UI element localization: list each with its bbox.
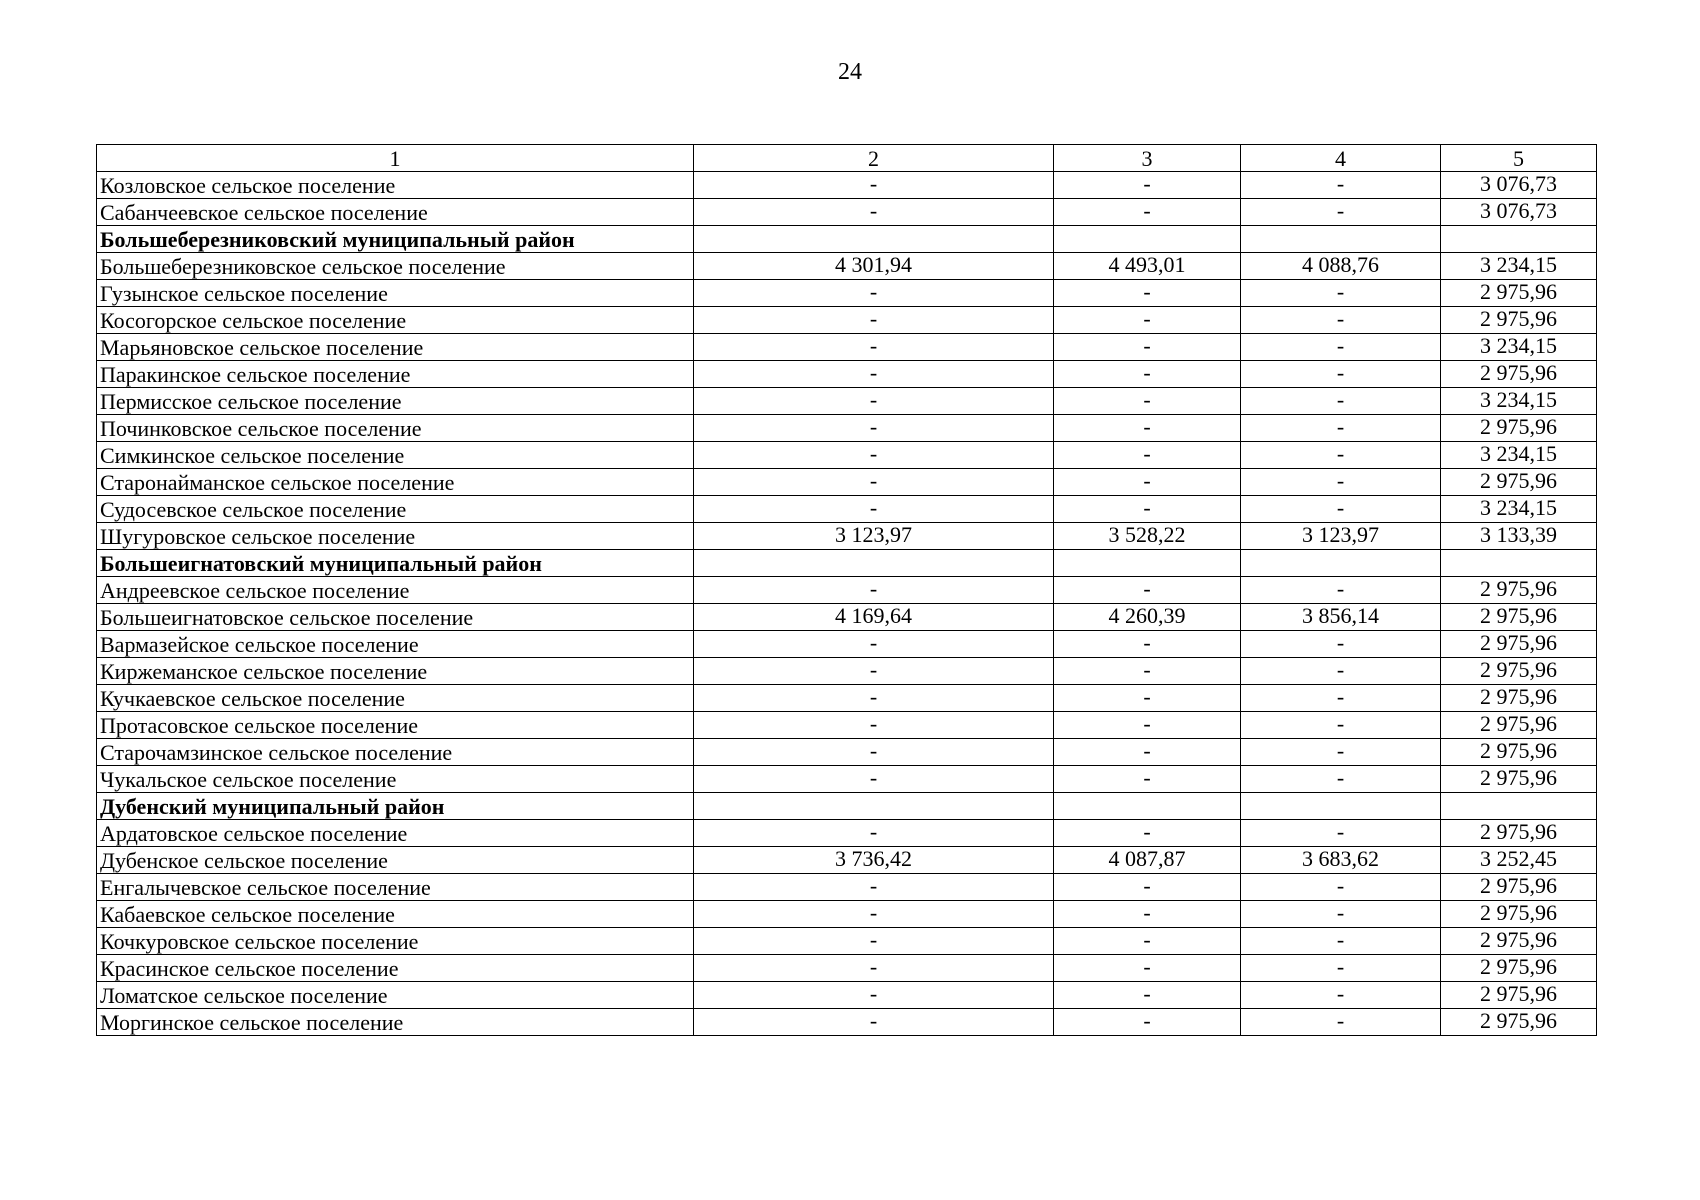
settlement-name-cell: Паракинское сельское поселение bbox=[97, 361, 694, 388]
table-row bbox=[97, 982, 1597, 1009]
settlement-name-cell: Козловское сельское поселение bbox=[97, 172, 694, 199]
table-row bbox=[97, 469, 1597, 496]
value-col-2-cell: - bbox=[694, 766, 1054, 793]
value-col-5-cell: 2 975,96 bbox=[1441, 874, 1597, 901]
column-header-2: 2 bbox=[694, 145, 1054, 172]
value-col-3-cell: 4 493,01 bbox=[1054, 253, 1241, 280]
value-col-3-cell: - bbox=[1054, 631, 1241, 658]
table-row bbox=[97, 766, 1597, 793]
value-col-5-cell: 2 975,96 bbox=[1441, 577, 1597, 604]
table-row bbox=[97, 496, 1597, 523]
settlement-name-cell: Ардатовское сельское поселение bbox=[97, 820, 694, 847]
table-row bbox=[97, 253, 1597, 280]
value-col-4-cell: - bbox=[1241, 280, 1441, 307]
value-col-5-cell: 2 975,96 bbox=[1441, 280, 1597, 307]
column-header-4: 4 bbox=[1241, 145, 1441, 172]
settlement-name-cell: Кочкуровское сельское поселение bbox=[97, 928, 694, 955]
value-col-4-cell bbox=[1241, 793, 1441, 820]
settlement-name-cell: Моргинское сельское поселение bbox=[97, 1009, 694, 1036]
table-row bbox=[97, 577, 1597, 604]
table-body bbox=[97, 172, 1597, 1036]
value-col-2-cell: - bbox=[694, 928, 1054, 955]
value-col-5-cell bbox=[1441, 226, 1597, 253]
value-col-5-cell: 3 076,73 bbox=[1441, 199, 1597, 226]
table-row bbox=[97, 199, 1597, 226]
settlement-name-cell: Андреевское сельское поселение bbox=[97, 577, 694, 604]
value-col-5-cell: 2 975,96 bbox=[1441, 955, 1597, 982]
value-col-4-cell: - bbox=[1241, 361, 1441, 388]
settlement-name-cell: Марьяновское сельское поселение bbox=[97, 334, 694, 361]
value-col-2-cell: - bbox=[694, 496, 1054, 523]
value-col-4-cell: - bbox=[1241, 982, 1441, 1009]
settlement-name-cell: Гузынское сельское поселение bbox=[97, 280, 694, 307]
value-col-3-cell: - bbox=[1054, 955, 1241, 982]
settlement-name-cell: Киржеманское сельское поселение bbox=[97, 658, 694, 685]
value-col-3-cell: - bbox=[1054, 901, 1241, 928]
value-col-5-cell: 2 975,96 bbox=[1441, 820, 1597, 847]
value-col-3-cell: - bbox=[1054, 307, 1241, 334]
value-col-3-cell: - bbox=[1054, 928, 1241, 955]
column-header-1: 1 bbox=[97, 145, 694, 172]
value-col-5-cell: 2 975,96 bbox=[1441, 604, 1597, 631]
value-col-3-cell bbox=[1054, 226, 1241, 253]
table-row bbox=[97, 604, 1597, 631]
district-name-cell: Дубенский муниципальный район bbox=[97, 793, 694, 820]
value-col-3-cell bbox=[1054, 550, 1241, 577]
value-col-3-cell: - bbox=[1054, 496, 1241, 523]
value-col-5-cell: 3 234,15 bbox=[1441, 334, 1597, 361]
value-col-4-cell: - bbox=[1241, 685, 1441, 712]
value-col-2-cell: - bbox=[694, 685, 1054, 712]
value-col-5-cell: 2 975,96 bbox=[1441, 1009, 1597, 1036]
value-col-2-cell: - bbox=[694, 955, 1054, 982]
value-col-2-cell: - bbox=[694, 334, 1054, 361]
value-col-4-cell: - bbox=[1241, 388, 1441, 415]
value-col-2-cell: - bbox=[694, 469, 1054, 496]
value-col-2-cell: - bbox=[694, 415, 1054, 442]
value-col-3-cell: 4 087,87 bbox=[1054, 847, 1241, 874]
value-col-5-cell: 2 975,96 bbox=[1441, 901, 1597, 928]
value-col-5-cell: 3 133,39 bbox=[1441, 523, 1597, 550]
value-col-5-cell: 2 975,96 bbox=[1441, 415, 1597, 442]
value-col-2-cell bbox=[694, 793, 1054, 820]
settlement-name-cell: Енгалычевское сельское поселение bbox=[97, 874, 694, 901]
value-col-2-cell bbox=[694, 550, 1054, 577]
value-col-4-cell: - bbox=[1241, 1009, 1441, 1036]
value-col-5-cell: 2 975,96 bbox=[1441, 712, 1597, 739]
value-col-4-cell: - bbox=[1241, 307, 1441, 334]
table-row bbox=[97, 820, 1597, 847]
settlement-name-cell: Симкинское сельское поселение bbox=[97, 442, 694, 469]
table-row bbox=[97, 901, 1597, 928]
value-col-2-cell: - bbox=[694, 280, 1054, 307]
table-row bbox=[97, 631, 1597, 658]
table-row bbox=[97, 712, 1597, 739]
value-col-3-cell: - bbox=[1054, 415, 1241, 442]
value-col-3-cell: - bbox=[1054, 1009, 1241, 1036]
value-col-2-cell: 3 123,97 bbox=[694, 523, 1054, 550]
settlement-name-cell: Красинское сельское поселение bbox=[97, 955, 694, 982]
value-col-2-cell: - bbox=[694, 361, 1054, 388]
value-col-3-cell: - bbox=[1054, 469, 1241, 496]
value-col-4-cell: - bbox=[1241, 955, 1441, 982]
settlement-name-cell: Старочамзинское сельское поселение bbox=[97, 739, 694, 766]
value-col-4-cell: - bbox=[1241, 766, 1441, 793]
table-row bbox=[97, 928, 1597, 955]
value-col-4-cell: 3 683,62 bbox=[1241, 847, 1441, 874]
value-col-2-cell: - bbox=[694, 901, 1054, 928]
value-col-3-cell: - bbox=[1054, 199, 1241, 226]
value-col-4-cell: - bbox=[1241, 199, 1441, 226]
value-col-3-cell: - bbox=[1054, 658, 1241, 685]
table-row bbox=[97, 685, 1597, 712]
table-row bbox=[97, 334, 1597, 361]
value-col-2-cell: 4 169,64 bbox=[694, 604, 1054, 631]
value-col-2-cell: - bbox=[694, 658, 1054, 685]
table-row bbox=[97, 847, 1597, 874]
value-col-3-cell: - bbox=[1054, 361, 1241, 388]
value-col-4-cell: - bbox=[1241, 658, 1441, 685]
value-col-4-cell: 4 088,76 bbox=[1241, 253, 1441, 280]
table-row bbox=[97, 280, 1597, 307]
settlement-name-cell: Чукальское сельское поселение bbox=[97, 766, 694, 793]
value-col-3-cell: - bbox=[1054, 388, 1241, 415]
value-col-2-cell: - bbox=[694, 307, 1054, 334]
district-row bbox=[97, 226, 1597, 253]
value-col-5-cell: 2 975,96 bbox=[1441, 685, 1597, 712]
value-col-5-cell bbox=[1441, 793, 1597, 820]
value-col-3-cell: - bbox=[1054, 712, 1241, 739]
table-row bbox=[97, 658, 1597, 685]
table-row bbox=[97, 739, 1597, 766]
value-col-4-cell: - bbox=[1241, 739, 1441, 766]
value-col-4-cell: - bbox=[1241, 334, 1441, 361]
table-row bbox=[97, 361, 1597, 388]
table-row bbox=[97, 955, 1597, 982]
settlement-name-cell: Протасовское сельское поселение bbox=[97, 712, 694, 739]
table-row bbox=[97, 874, 1597, 901]
value-col-2-cell: - bbox=[694, 577, 1054, 604]
value-col-4-cell: - bbox=[1241, 874, 1441, 901]
value-col-4-cell: - bbox=[1241, 415, 1441, 442]
value-col-5-cell: 2 975,96 bbox=[1441, 739, 1597, 766]
value-col-3-cell: - bbox=[1054, 982, 1241, 1009]
value-col-5-cell: 2 975,96 bbox=[1441, 469, 1597, 496]
value-col-3-cell: - bbox=[1054, 280, 1241, 307]
settlement-name-cell: Большеберезниковское сельское поселение bbox=[97, 253, 694, 280]
settlement-name-cell: Шугуровское сельское поселение bbox=[97, 523, 694, 550]
value-col-3-cell: - bbox=[1054, 766, 1241, 793]
district-row bbox=[97, 550, 1597, 577]
value-col-2-cell: - bbox=[694, 1009, 1054, 1036]
value-col-2-cell: - bbox=[694, 388, 1054, 415]
value-col-2-cell: - bbox=[694, 199, 1054, 226]
value-col-5-cell: 3 252,45 bbox=[1441, 847, 1597, 874]
column-header-3: 3 bbox=[1054, 145, 1241, 172]
value-col-4-cell: - bbox=[1241, 928, 1441, 955]
table-row bbox=[97, 415, 1597, 442]
value-col-4-cell: - bbox=[1241, 712, 1441, 739]
value-col-4-cell: 3 856,14 bbox=[1241, 604, 1441, 631]
value-col-3-cell: - bbox=[1054, 577, 1241, 604]
page-number bbox=[0, 58, 1700, 86]
value-col-4-cell: - bbox=[1241, 496, 1441, 523]
value-col-3-cell bbox=[1054, 793, 1241, 820]
value-col-2-cell: - bbox=[694, 172, 1054, 199]
value-col-4-cell: - bbox=[1241, 820, 1441, 847]
value-col-3-cell: - bbox=[1054, 820, 1241, 847]
value-col-4-cell: - bbox=[1241, 901, 1441, 928]
value-col-4-cell: - bbox=[1241, 172, 1441, 199]
district-name-cell: Большеберезниковский муниципальный район bbox=[97, 226, 694, 253]
value-col-5-cell: 3 234,15 bbox=[1441, 253, 1597, 280]
value-col-3-cell: 4 260,39 bbox=[1054, 604, 1241, 631]
value-col-3-cell: - bbox=[1054, 685, 1241, 712]
value-col-2-cell: 4 301,94 bbox=[694, 253, 1054, 280]
value-col-5-cell: 2 975,96 bbox=[1441, 631, 1597, 658]
settlement-name-cell: Вармазейское сельское поселение bbox=[97, 631, 694, 658]
header-row bbox=[97, 145, 1597, 172]
value-col-2-cell: - bbox=[694, 982, 1054, 1009]
value-col-5-cell: 3 234,15 bbox=[1441, 388, 1597, 415]
value-col-5-cell: 2 975,96 bbox=[1441, 928, 1597, 955]
value-col-5-cell: 3 076,73 bbox=[1441, 172, 1597, 199]
district-row bbox=[97, 793, 1597, 820]
value-col-2-cell: - bbox=[694, 442, 1054, 469]
value-col-4-cell: - bbox=[1241, 631, 1441, 658]
value-col-5-cell: 3 234,15 bbox=[1441, 496, 1597, 523]
settlement-name-cell: Кабаевское сельское поселение bbox=[97, 901, 694, 928]
value-col-4-cell: - bbox=[1241, 442, 1441, 469]
value-col-3-cell: - bbox=[1054, 334, 1241, 361]
tariff-table bbox=[96, 144, 1597, 1036]
settlement-name-cell: Починковское сельское поселение bbox=[97, 415, 694, 442]
value-col-3-cell: - bbox=[1054, 172, 1241, 199]
settlement-name-cell: Сабанчеевское сельское поселение bbox=[97, 199, 694, 226]
settlement-name-cell: Дубенское сельское поселение bbox=[97, 847, 694, 874]
value-col-4-cell bbox=[1241, 226, 1441, 253]
table-row bbox=[97, 1009, 1597, 1036]
value-col-2-cell bbox=[694, 226, 1054, 253]
settlement-name-cell: Большеигнатовское сельское поселение bbox=[97, 604, 694, 631]
settlement-name-cell: Ломатское сельское поселение bbox=[97, 982, 694, 1009]
settlement-name-cell: Кучкаевское сельское поселение bbox=[97, 685, 694, 712]
value-col-4-cell bbox=[1241, 550, 1441, 577]
value-col-5-cell: 3 234,15 bbox=[1441, 442, 1597, 469]
value-col-3-cell: - bbox=[1054, 739, 1241, 766]
table-row bbox=[97, 442, 1597, 469]
value-col-2-cell: - bbox=[694, 739, 1054, 766]
table-row bbox=[97, 523, 1597, 550]
value-col-3-cell: - bbox=[1054, 874, 1241, 901]
value-col-4-cell: - bbox=[1241, 577, 1441, 604]
page-number-text: 24 bbox=[838, 59, 862, 85]
value-col-2-cell: - bbox=[694, 874, 1054, 901]
settlement-name-cell: Косогорское сельское поселение bbox=[97, 307, 694, 334]
settlement-name-cell: Старонайманское сельское поселение bbox=[97, 469, 694, 496]
value-col-5-cell: 2 975,96 bbox=[1441, 658, 1597, 685]
value-col-5-cell: 2 975,96 bbox=[1441, 766, 1597, 793]
table-row bbox=[97, 172, 1597, 199]
table-row bbox=[97, 388, 1597, 415]
value-col-2-cell: - bbox=[694, 712, 1054, 739]
value-col-2-cell: - bbox=[694, 820, 1054, 847]
table-row bbox=[97, 307, 1597, 334]
value-col-5-cell bbox=[1441, 550, 1597, 577]
value-col-2-cell: - bbox=[694, 631, 1054, 658]
settlement-name-cell: Судосевское сельское поселение bbox=[97, 496, 694, 523]
value-col-3-cell: - bbox=[1054, 442, 1241, 469]
district-name-cell: Большеигнатовский муниципальный район bbox=[97, 550, 694, 577]
column-header-5: 5 bbox=[1441, 145, 1597, 172]
value-col-4-cell: 3 123,97 bbox=[1241, 523, 1441, 550]
value-col-3-cell: 3 528,22 bbox=[1054, 523, 1241, 550]
settlement-name-cell: Пермисское сельское поселение bbox=[97, 388, 694, 415]
value-col-5-cell: 2 975,96 bbox=[1441, 361, 1597, 388]
value-col-2-cell: 3 736,42 bbox=[694, 847, 1054, 874]
value-col-5-cell: 2 975,96 bbox=[1441, 307, 1597, 334]
value-col-4-cell: - bbox=[1241, 469, 1441, 496]
value-col-5-cell: 2 975,96 bbox=[1441, 982, 1597, 1009]
